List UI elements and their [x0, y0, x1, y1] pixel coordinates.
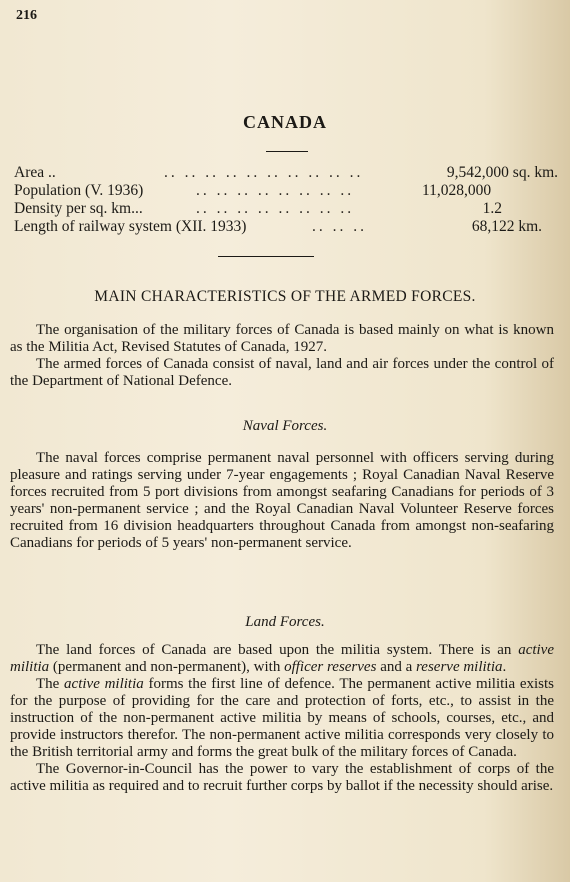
italic-term: officer reserves	[284, 659, 377, 675]
country-title: CANADA	[243, 112, 327, 132]
stat-row-population	[14, 182, 564, 200]
title-divider	[266, 151, 308, 152]
paragraph	[10, 676, 554, 761]
paragraph: The Governor-in-Council has the power to vary the establishment of corps of the active militia as required and to recruit further corps by ballot if the necessity should arise.	[10, 761, 554, 794]
stat-label: Population (V. 1936)	[14, 182, 144, 199]
italic-term: active militia	[10, 642, 554, 675]
paragraph: The armed forces of Canada consist of naval, land and air forces under the control of the Department of National Defence.	[10, 356, 554, 389]
intro-text	[10, 322, 554, 390]
stat-label: Area ..	[14, 164, 56, 181]
text-run: .	[502, 659, 507, 675]
italic-term: active militia	[64, 676, 144, 692]
paragraph: The organisation of the military forces of Canada is based mainly on what is known as the Militia Act, Revised Statutes of Canada, 1927.	[10, 322, 554, 355]
text-run: forms the first line of defence. The permanent active militia exists for the purpose of providing for the care and protection of forts, etc., to assist in the instruction of the non-permanent active militia by means of schools, courses, etc., and provide instructors therefor. The non-permanent active militia corresponds very closely to the British territorial army and forms the great bulk of the military forces of Canada.	[10, 676, 554, 760]
page-number: 216	[16, 8, 37, 23]
stat-value: 11,028,000	[422, 182, 492, 199]
statistics-table	[14, 164, 564, 236]
stat-row-area	[14, 164, 564, 182]
land-forces-text	[10, 642, 554, 795]
leader-dots: .. .. ..	[312, 218, 367, 235]
section-title: MAIN CHARACTERISTICS OF THE ARMED FORCES.	[94, 288, 476, 305]
paragraph: The naval forces comprise permanent naval personnel with officers serving during pleasure and ratings serving under 7-year engagements ; Royal Canadian Naval Reserve forces recruited from 5 port divisions from amongst seafaring Canadians for periods of 3 years' non-permanent service ; and the Royal Canadian Naval Volunteer Reserve forces recruited from 16 division headquarters throughout Canada from amongst non-seafaring Canadians for periods of 5 years' non-permanent service.	[10, 450, 554, 551]
leader-dots: .. .. .. .. .. .. .. .. .. ..	[164, 164, 364, 181]
text-run: (permanent and non-permanent), with	[49, 659, 285, 675]
stat-label: Density per sq. km...	[14, 200, 143, 217]
naval-forces-text	[10, 450, 554, 552]
stat-value: 68,122 km.	[471, 218, 542, 235]
leader-dots: .. .. .. .. .. .. .. ..	[196, 182, 355, 199]
naval-forces-heading: Naval Forces.	[242, 418, 328, 434]
text-run: and a	[376, 659, 417, 675]
stat-row-railway	[14, 218, 564, 236]
land-forces-heading: Land Forces.	[245, 614, 325, 630]
stat-value: 9,542,000 sq. km.	[446, 164, 558, 181]
stats-divider	[218, 256, 314, 257]
leader-dots: .. .. .. .. .. .. .. ..	[196, 200, 355, 217]
italic-term: reserve militia	[416, 659, 503, 675]
text-run: The land forces of Canada are based upon the militia system. There is an	[36, 642, 519, 658]
stat-value: 1.2	[482, 200, 502, 217]
stat-label: Length of railway system (XII. 1933)	[14, 218, 247, 235]
paragraph	[10, 642, 554, 676]
text-run: The	[36, 676, 65, 692]
stat-row-density	[14, 200, 564, 218]
